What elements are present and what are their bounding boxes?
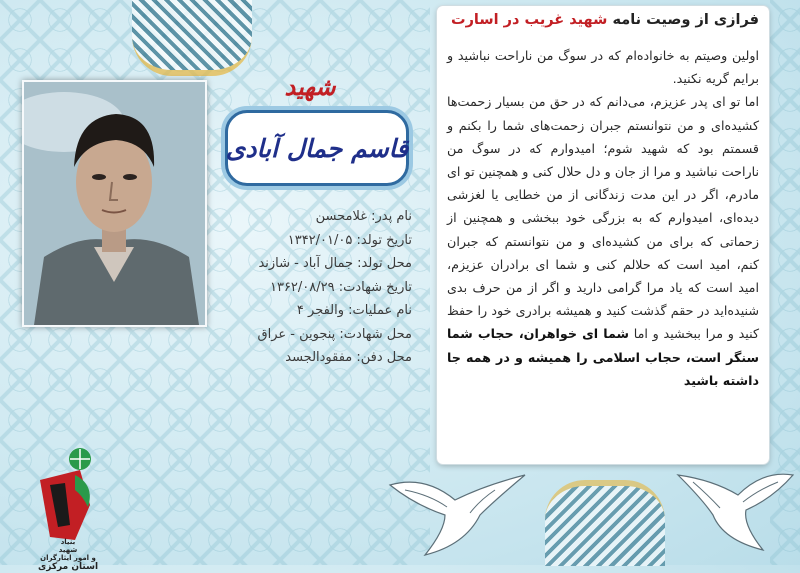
birth-date: تاریخ تولد: ۱۳۴۲/۰۱/۰۵ [287,232,412,248]
will-paragraph-2-bold: شما ای خواهران، حجاب شما سنگر است، حجاب اسلامی را همیشه و در همه جا داشته باشید [447,326,759,388]
will-title-highlight: شهید غریب در اسارت [451,12,608,28]
top-ornament [132,0,252,76]
bottom-ornament [545,480,665,566]
burial-place: محل دفن: مفقودالجسد [285,350,412,365]
logo-line-4: استان مرکزی [37,562,99,572]
will-paragraph-2 [447,90,759,392]
will-text [447,44,759,392]
name-frame [225,110,409,186]
logo-line-2: شهید [58,546,78,554]
dove-left-icon [385,445,535,565]
will-title [447,12,759,28]
birth-place: محل تولد: جمال آباد - شازند [258,256,412,271]
operation-name: نام عملیات: والفجر ۴ [296,303,412,318]
will-title-prefix: فرازی از وصیت نامه [612,12,759,28]
shahid-label: شهید [284,72,336,101]
logo-line-1: بنیاد [60,538,76,546]
martyr-info [218,205,412,370]
will-paragraph-1: اولین وصیتم به خانواده‌ام که در سوگ من ناراحت نباشید و برایم گریه نکنید. [447,48,759,87]
will-card [437,6,769,464]
martyr-portrait [22,80,207,327]
foundation-name [22,538,114,573]
father-name: نام پدر: غلامحسن [315,209,412,224]
will-paragraph-2-text: اما تو ای پدر عزیزم، می‌دانم که در حق من بسیار زحمت‌ها کشیده‌ای و من نتوانستم جبران زحمت‌های شما را بکنم و قسمتم بود که شهید شوم؛ امیدوارم که در سوگ من ناراحت نباشید و مرا از جان و دل حلال کنی و همچنین تو ای مادرم، اگر در این مدت زندگانی از من خطایی یا لغزشی دیده‌ای، امیدوارم که به بزرگی خود ببخشی و همچنین از زحماتی که برای من کشیده‌ای و من نتوانستم که جبران کنم، امید است که حلالم کنی و شما ای برادران عزیزم، امید است که یاد مرا گرامی دارید و اگر از من حرف بدی شنیده‌اید در حقم گذشت کنید و همیشه برادری خود را حفظ کنید و مرا ببخشید و اما [447,94,759,342]
dove-right-icon [668,440,798,560]
martyrdom-date: تاریخ شهادت: ۱۳۶۲/۰۸/۲۹ [269,279,412,295]
logo-line-3: و امور ایثارگران [40,554,96,562]
martyr-name: قاسم جمال آبادی [225,133,409,163]
martyrdom-place: محل شهادت: پنجوین - عراق [257,326,412,342]
